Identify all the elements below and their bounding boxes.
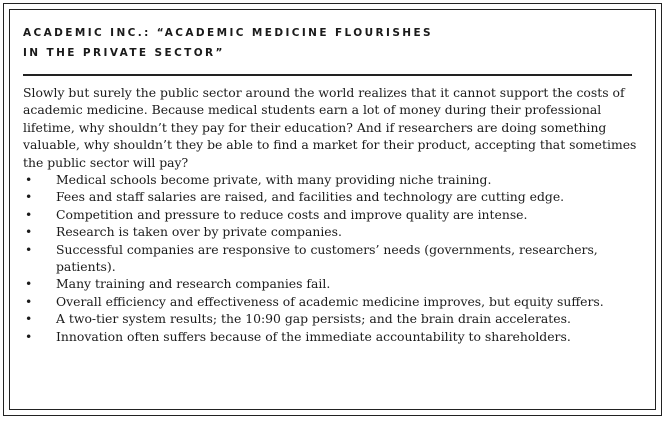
bullet-item xyxy=(23,328,647,345)
bullet-icon: • xyxy=(25,328,33,344)
bullet-text: Overall efficiency and effectiveness of academic medicine improves, but equity suffers. xyxy=(56,293,604,309)
bullet-item xyxy=(23,293,647,310)
box-title-line-1: ACADEMIC INC.: “ACADEMIC MEDICINE FLOURISHES xyxy=(23,27,434,39)
bullet-text: Successful companies are responsive to customers’ needs (governments, researchers, xyxy=(56,241,598,257)
intro-paragraph xyxy=(23,84,647,171)
box-title-line-2: IN THE PRIVATE SECTOR” xyxy=(23,47,225,59)
box-title xyxy=(23,23,433,63)
bullet-text: Many training and research companies fail. xyxy=(56,276,331,292)
bullet-text: Research is taken over by private companies. xyxy=(56,224,342,240)
bullet-text: Innovation often suffers because of the immediate accountability to shareholders. xyxy=(56,328,571,344)
bullet-text: Fees and staff salaries are raised, and facilities and technology are cutting edge. xyxy=(56,189,565,205)
intro-line: the public sector will pay? xyxy=(23,154,189,170)
bullet-icon: • xyxy=(25,224,33,240)
bullet-item xyxy=(23,310,647,327)
title-divider xyxy=(23,74,632,76)
bullet-item xyxy=(23,171,647,188)
bullet-item xyxy=(23,241,647,276)
bullet-icon: • xyxy=(25,241,33,257)
intro-line: academic medicine. Because medical students earn a lot of money during their professional xyxy=(23,102,602,118)
bullet-item xyxy=(23,275,647,292)
intro-line: Slowly but surely the public sector around the world realizes that it cannot support the costs of xyxy=(23,85,625,100)
intro-line: lifetime, why shouldn’t they pay for their education? And if researchers are doing something xyxy=(23,119,607,135)
bullet-icon: • xyxy=(25,311,33,327)
bullet-icon: • xyxy=(25,276,33,292)
bullet-item xyxy=(23,206,647,223)
bullet-text: A two-tier system results; the 10:90 gap persists; and the brain drain accelerates. xyxy=(56,311,571,327)
bullet-item xyxy=(23,188,647,205)
bullet-text: Medical schools become private, with many providing niche training. xyxy=(56,172,492,188)
bullet-icon: • xyxy=(25,293,33,309)
box-body xyxy=(23,84,647,345)
bullet-icon: • xyxy=(25,206,33,222)
bullet-text: Competition and pressure to reduce costs and improve quality are intense. xyxy=(56,206,528,222)
bullet-icon: • xyxy=(25,172,33,188)
bullet-list xyxy=(23,171,647,345)
bullet-item xyxy=(23,223,647,240)
intro-line: valuable, why shouldn’t they be able to find a market for their product, accepting that sometimes xyxy=(23,137,637,153)
bullet-text-continuation: patients). xyxy=(56,259,116,275)
bullet-icon: • xyxy=(25,189,33,205)
